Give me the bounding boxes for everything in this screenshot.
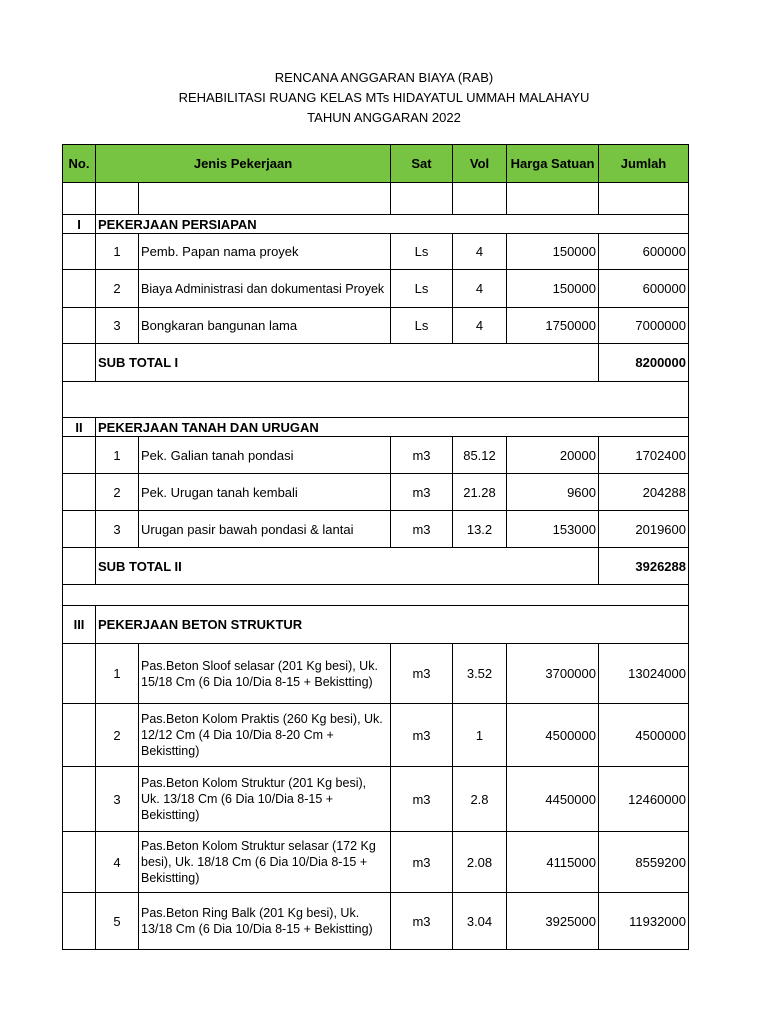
item-volume: 2.08	[453, 832, 507, 893]
item-unit-price: 3925000	[507, 893, 599, 950]
item-number: 1	[96, 234, 139, 270]
item-number: 3	[96, 511, 139, 548]
item-volume: 1	[453, 704, 507, 767]
table-header-row	[63, 145, 689, 183]
section-number: III	[63, 606, 96, 644]
col-jenis-header: Jenis Pekerjaan	[96, 145, 391, 183]
item-description: Pas.Beton Kolom Struktur (201 Kg besi), Uk. 13/18 Cm (6 Dia 10/Dia 8-15 + Bekistting)	[139, 767, 391, 832]
table-row	[63, 474, 689, 511]
item-total: 13024000	[599, 644, 689, 704]
section-title: PEKERJAAN PERSIAPAN	[96, 215, 689, 234]
item-number: 2	[96, 270, 139, 308]
item-total: 8559200	[599, 832, 689, 893]
item-volume: 2.8	[453, 767, 507, 832]
item-unit: m3	[391, 474, 453, 511]
subtotal-value: 3926288	[599, 548, 689, 585]
subtotal-row	[63, 548, 689, 585]
spacer-row	[63, 382, 689, 418]
table-row	[63, 644, 689, 704]
section-row	[63, 418, 689, 437]
item-total: 4500000	[599, 704, 689, 767]
item-unit: Ls	[391, 234, 453, 270]
item-unit: Ls	[391, 270, 453, 308]
subtotal-row	[63, 344, 689, 382]
table-row	[63, 308, 689, 344]
item-number: 1	[96, 437, 139, 474]
item-description: Bongkaran bangunan lama	[139, 308, 391, 344]
table-row	[63, 270, 689, 308]
doc-subtitle: REHABILITASI RUANG KELAS MTs HIDAYATUL UMMAH MALAHAYU	[178, 90, 590, 105]
item-volume: 3.04	[453, 893, 507, 950]
table-row	[63, 893, 689, 950]
item-description: Pek. Galian tanah pondasi	[139, 437, 391, 474]
item-unit: m3	[391, 644, 453, 704]
item-total: 11932000	[599, 893, 689, 950]
item-unit-price: 150000	[507, 234, 599, 270]
item-unit: Ls	[391, 308, 453, 344]
item-description: Pas.Beton Kolom Praktis (260 Kg besi), Uk. 12/12 Cm (4 Dia 10/Dia 8-20 Cm + Bekistting)	[139, 704, 391, 767]
doc-title: RENCANA ANGGARAN BIAYA (RAB)	[274, 70, 494, 85]
item-description: Pas.Beton Sloof selasar (201 Kg besi), Uk. 15/18 Cm (6 Dia 10/Dia 8-15 + Bekistting)	[139, 644, 391, 704]
subtotal-label: SUB TOTAL II	[96, 548, 599, 585]
spacer-row	[63, 585, 689, 606]
item-number: 2	[96, 474, 139, 511]
item-total: 600000	[599, 270, 689, 308]
section-row	[63, 606, 689, 644]
item-unit: m3	[391, 767, 453, 832]
rab-table	[62, 144, 689, 950]
section-title: PEKERJAAN TANAH DAN URUGAN	[96, 418, 689, 437]
item-unit: m3	[391, 704, 453, 767]
subtotal-label: SUB TOTAL I	[96, 344, 599, 382]
col-vol-header: Vol	[453, 145, 507, 183]
item-unit: m3	[391, 437, 453, 474]
item-unit-price: 3700000	[507, 644, 599, 704]
item-unit-price: 153000	[507, 511, 599, 548]
table-row	[63, 234, 689, 270]
col-sat-header: Sat	[391, 145, 453, 183]
item-total: 204288	[599, 474, 689, 511]
section-number: I	[63, 215, 96, 234]
item-unit: m3	[391, 511, 453, 548]
item-unit-price: 4115000	[507, 832, 599, 893]
item-number: 2	[96, 704, 139, 767]
item-unit: m3	[391, 893, 453, 950]
item-total: 2019600	[599, 511, 689, 548]
empty-row	[63, 183, 689, 215]
table-row	[63, 437, 689, 474]
item-total: 1702400	[599, 437, 689, 474]
item-unit-price: 150000	[507, 270, 599, 308]
item-description: Pek. Urugan tanah kembali	[139, 474, 391, 511]
item-unit: m3	[391, 832, 453, 893]
item-description: Urugan pasir bawah pondasi & lantai	[139, 511, 391, 548]
item-number: 3	[96, 308, 139, 344]
item-description: Pas.Beton Kolom Struktur selasar (172 Kg besi), Uk. 18/18 Cm (6 Dia 10/Dia 8-15 + Bekistting)	[139, 832, 391, 893]
item-unit-price: 1750000	[507, 308, 599, 344]
section-title: PEKERJAAN BETON STRUKTUR	[96, 606, 689, 644]
item-number: 4	[96, 832, 139, 893]
item-unit-price: 4500000	[507, 704, 599, 767]
item-description: Pas.Beton Ring Balk (201 Kg besi), Uk. 13/18 Cm (6 Dia 10/Dia 8-15 + Bekistting)	[139, 893, 391, 950]
col-jumlah-header: Jumlah	[599, 145, 689, 183]
col-no-header: No.	[63, 145, 96, 183]
item-volume: 3.52	[453, 644, 507, 704]
item-unit-price: 4450000	[507, 767, 599, 832]
item-volume: 21.28	[453, 474, 507, 511]
item-description: Pemb. Papan nama proyek	[139, 234, 391, 270]
table-row	[63, 704, 689, 767]
table-row	[63, 767, 689, 832]
item-unit-price: 9600	[507, 474, 599, 511]
item-number: 3	[96, 767, 139, 832]
col-harga-header: Harga Satuan	[507, 145, 599, 183]
item-volume: 85.12	[453, 437, 507, 474]
item-number: 1	[96, 644, 139, 704]
item-volume: 4	[453, 308, 507, 344]
subtotal-value: 8200000	[599, 344, 689, 382]
item-volume: 4	[453, 270, 507, 308]
item-total: 7000000	[599, 308, 689, 344]
item-total: 600000	[599, 234, 689, 270]
item-total: 12460000	[599, 767, 689, 832]
table-row	[63, 511, 689, 548]
item-volume: 4	[453, 234, 507, 270]
doc-year: TAHUN ANGGARAN 2022	[307, 110, 461, 125]
table-row	[63, 832, 689, 893]
item-unit-price: 20000	[507, 437, 599, 474]
item-number: 5	[96, 893, 139, 950]
item-description: Biaya Administrasi dan dokumentasi Proyek	[139, 270, 391, 308]
section-number: II	[63, 418, 96, 437]
item-volume: 13.2	[453, 511, 507, 548]
section-row	[63, 215, 689, 234]
